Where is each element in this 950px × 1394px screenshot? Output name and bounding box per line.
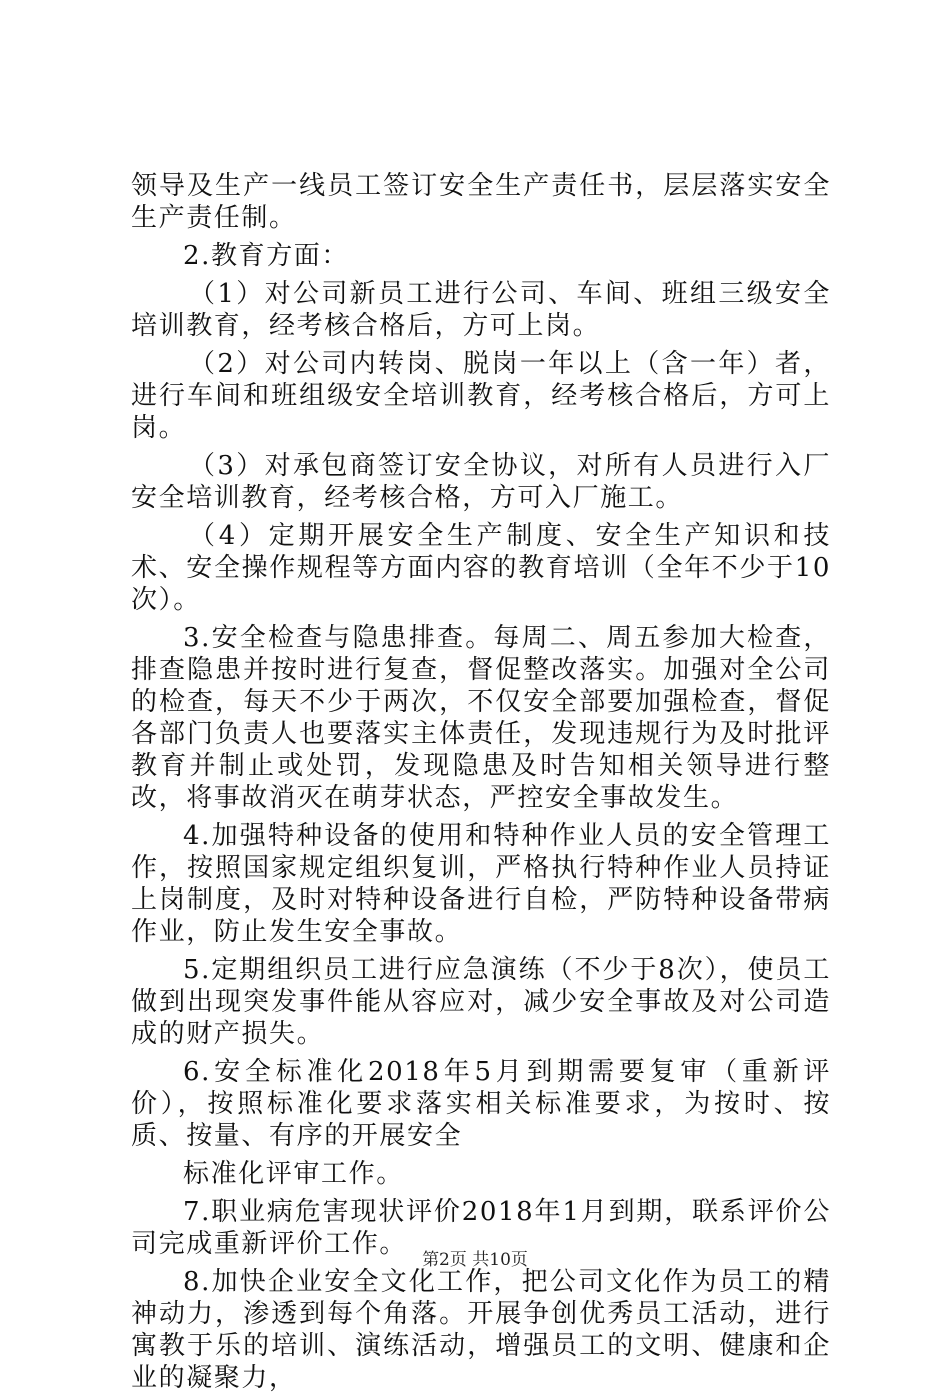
paragraph-continuation: 领导及生产一线员工签订安全生产责任书，层层落实安全生产责任制。 [131,171,831,233]
paragraph-education-item-3: （3）对承包商签订安全协议，对所有人员进行入厂安全培训教育，经考核合格，方可入厂施工。 [131,451,831,513]
paragraph-emergency-drill: 5.定期组织员工进行应急演练（不少于8次），使员工做到出现突发事件能从容应对，减少安全事故及对公司造成的财产损失。 [131,955,831,1049]
paragraph-occupational-hazard: 7.职业病危害现状评价2018年1月到期，联系评价公司完成重新评价工作。 [131,1197,831,1259]
paragraph-special-equipment: 4.加强特种设备的使用和特种作业人员的安全管理工作，按照国家规定组织复训，严格执行特种作业人员持证上岗制度，及时对特种设备进行自检，严防特种设备带病作业，防止发生安全事故。 [131,821,831,947]
paragraph-safety-inspection: 3.安全检查与隐患排查。每周二、周五参加大检查，排查隐患并按时进行复查，督促整改落实。加强对全公司的检查，每天不少于两次，不仅安全部要加强检查，督促各部门负责人也要落实主体责任，发现违规行为及时批评教育并制止或处罚，发现隐患及时告知相关领导进行整改，将事故消灭在萌芽状态，严控安全事故发生。 [131,623,831,813]
paragraph-standardization-cont: 标准化评审工作。 [183,1159,404,1189]
paragraph-education-heading: 2.教育方面： [183,241,350,271]
document-body [131,170,831,1394]
paragraph-education-item-1: （1）对公司新员工进行公司、车间、班组三级安全培训教育，经考核合格后，方可上岗。 [131,279,831,341]
paragraph-education-item-4: （4）定期开展安全生产制度、安全生产知识和技术、安全操作规程等方面内容的教育培训（全年不少于10次）。 [131,521,831,615]
paragraph-safety-culture: 8.加快企业安全文化工作，把公司文化作为员工的精神动力，渗透到每个角落。开展争创优秀员工活动，进行寓教于乐的培训、演练活动，增强员工的文明、健康和企业的凝聚力， [131,1267,831,1393]
paragraph-standardization: 6.安全标准化2018年5月到期需要复审（重新评价），按照标准化要求落实相关标准要求，为按时、按质、按量、有序的开展安全 [131,1057,831,1151]
paragraph-education-item-2: （2）对公司内转岗、脱岗一年以上（含一年）者，进行车间和班组级安全培训教育，经考核合格后，方可上岗。 [131,349,831,443]
page-number-footer: 第2页 共10页 [422,1250,528,1270]
